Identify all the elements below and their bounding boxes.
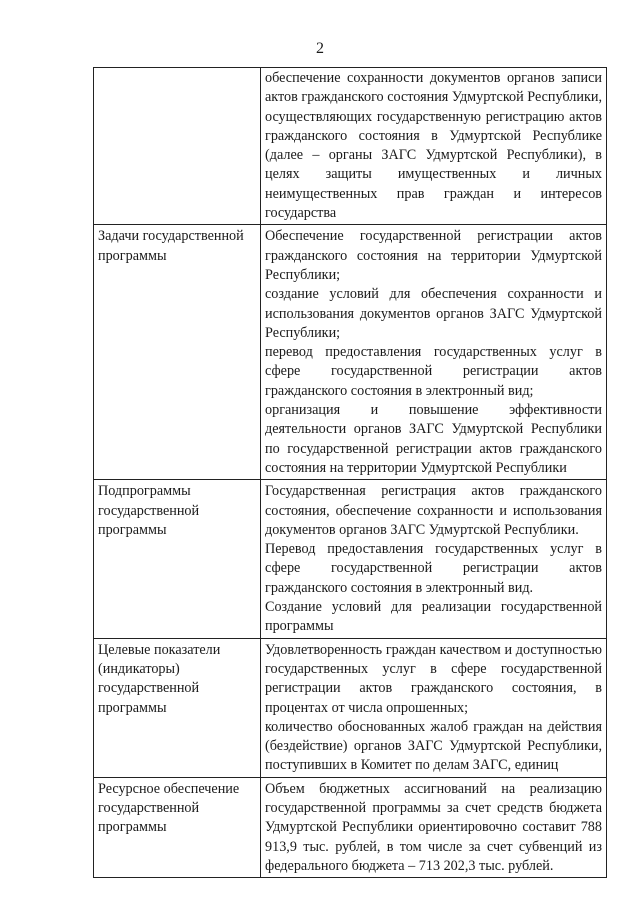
table-row-resource-support [94, 777, 607, 877]
paragraph: обеспечение сохранности документов органов записи актов гражданского состояния Удмуртской Республики, осуществляющих государственную регистрацию актов гражданского состояния в Удмуртской Республике (далее – органы ЗАГС Удмуртской Республики), в целях защиты имущественных и личных неимущественных прав граждан и интересов государства [265, 70, 602, 222]
table-row-goal-continuation [94, 68, 607, 225]
row-label: Задачи государственной программы [94, 225, 261, 480]
paragraph: Государственная регистрация актов гражданского состояния, обеспечение сохранности и использования документов органов ЗАГС Удмуртской Республики. [265, 483, 602, 538]
row-content [261, 638, 607, 777]
table-row-subprograms [94, 480, 607, 638]
row-label: Ресурсное обеспечение государственной программы [94, 777, 261, 877]
paragraph: создание условий для обеспечения сохранности и использования документов органов ЗАГС Удмуртской Республики; [265, 286, 602, 341]
row-label [94, 68, 261, 225]
table-row-tasks [94, 225, 607, 480]
row-content [261, 68, 607, 225]
paragraph: Перевод предоставления государственных услуг в сфере государственной регистрации актов гражданского состояния в электронный вид. [265, 541, 602, 596]
program-passport-table [93, 67, 607, 878]
paragraph: организация и повышение эффективности деятельности органов ЗАГС Удмуртской Республики по государственной регистрации актов гражданского состояния на территории Удмуртской Республики [265, 402, 602, 476]
row-label: Целевые показатели (индикаторы) государственной программы [94, 638, 261, 777]
paragraph: Объем бюджетных ассигнований на реализацию государственной программы за счет средств бюджета Удмуртской Республики ориентировочно составит 788 913,9 тыс. рублей, в том числе за счет субвенций из федерального бюджета – 713 202,3 тыс. рублей. [265, 780, 602, 874]
row-content [261, 225, 607, 480]
table-row-target-indicators [94, 638, 607, 777]
row-content [261, 480, 607, 638]
paragraph: перевод предоставления государственных услуг в сфере государственной регистрации актов гражданского состояния в электронный вид; [265, 344, 602, 399]
paragraph: Обеспечение государственной регистрации актов гражданского состояния на территории Удмуртской Республики; [265, 228, 602, 283]
paragraph: Удовлетворенность граждан качеством и доступностью государственных услуг в сфере государственной регистрации актов гражданского состояния, в процентах от числа опрошенных; [265, 641, 602, 716]
paragraph: Создание условий для реализации государственной программы [265, 599, 602, 635]
page-number: 2 [316, 40, 324, 57]
row-label: Подпрограммы государственной программы [94, 480, 261, 638]
paragraph: количество обоснованных жалоб граждан на действия (бездействие) органов ЗАГС Удмуртской Республики, поступивших в Комитет по делам ЗАГС, единиц [265, 718, 602, 774]
row-content [261, 777, 607, 877]
